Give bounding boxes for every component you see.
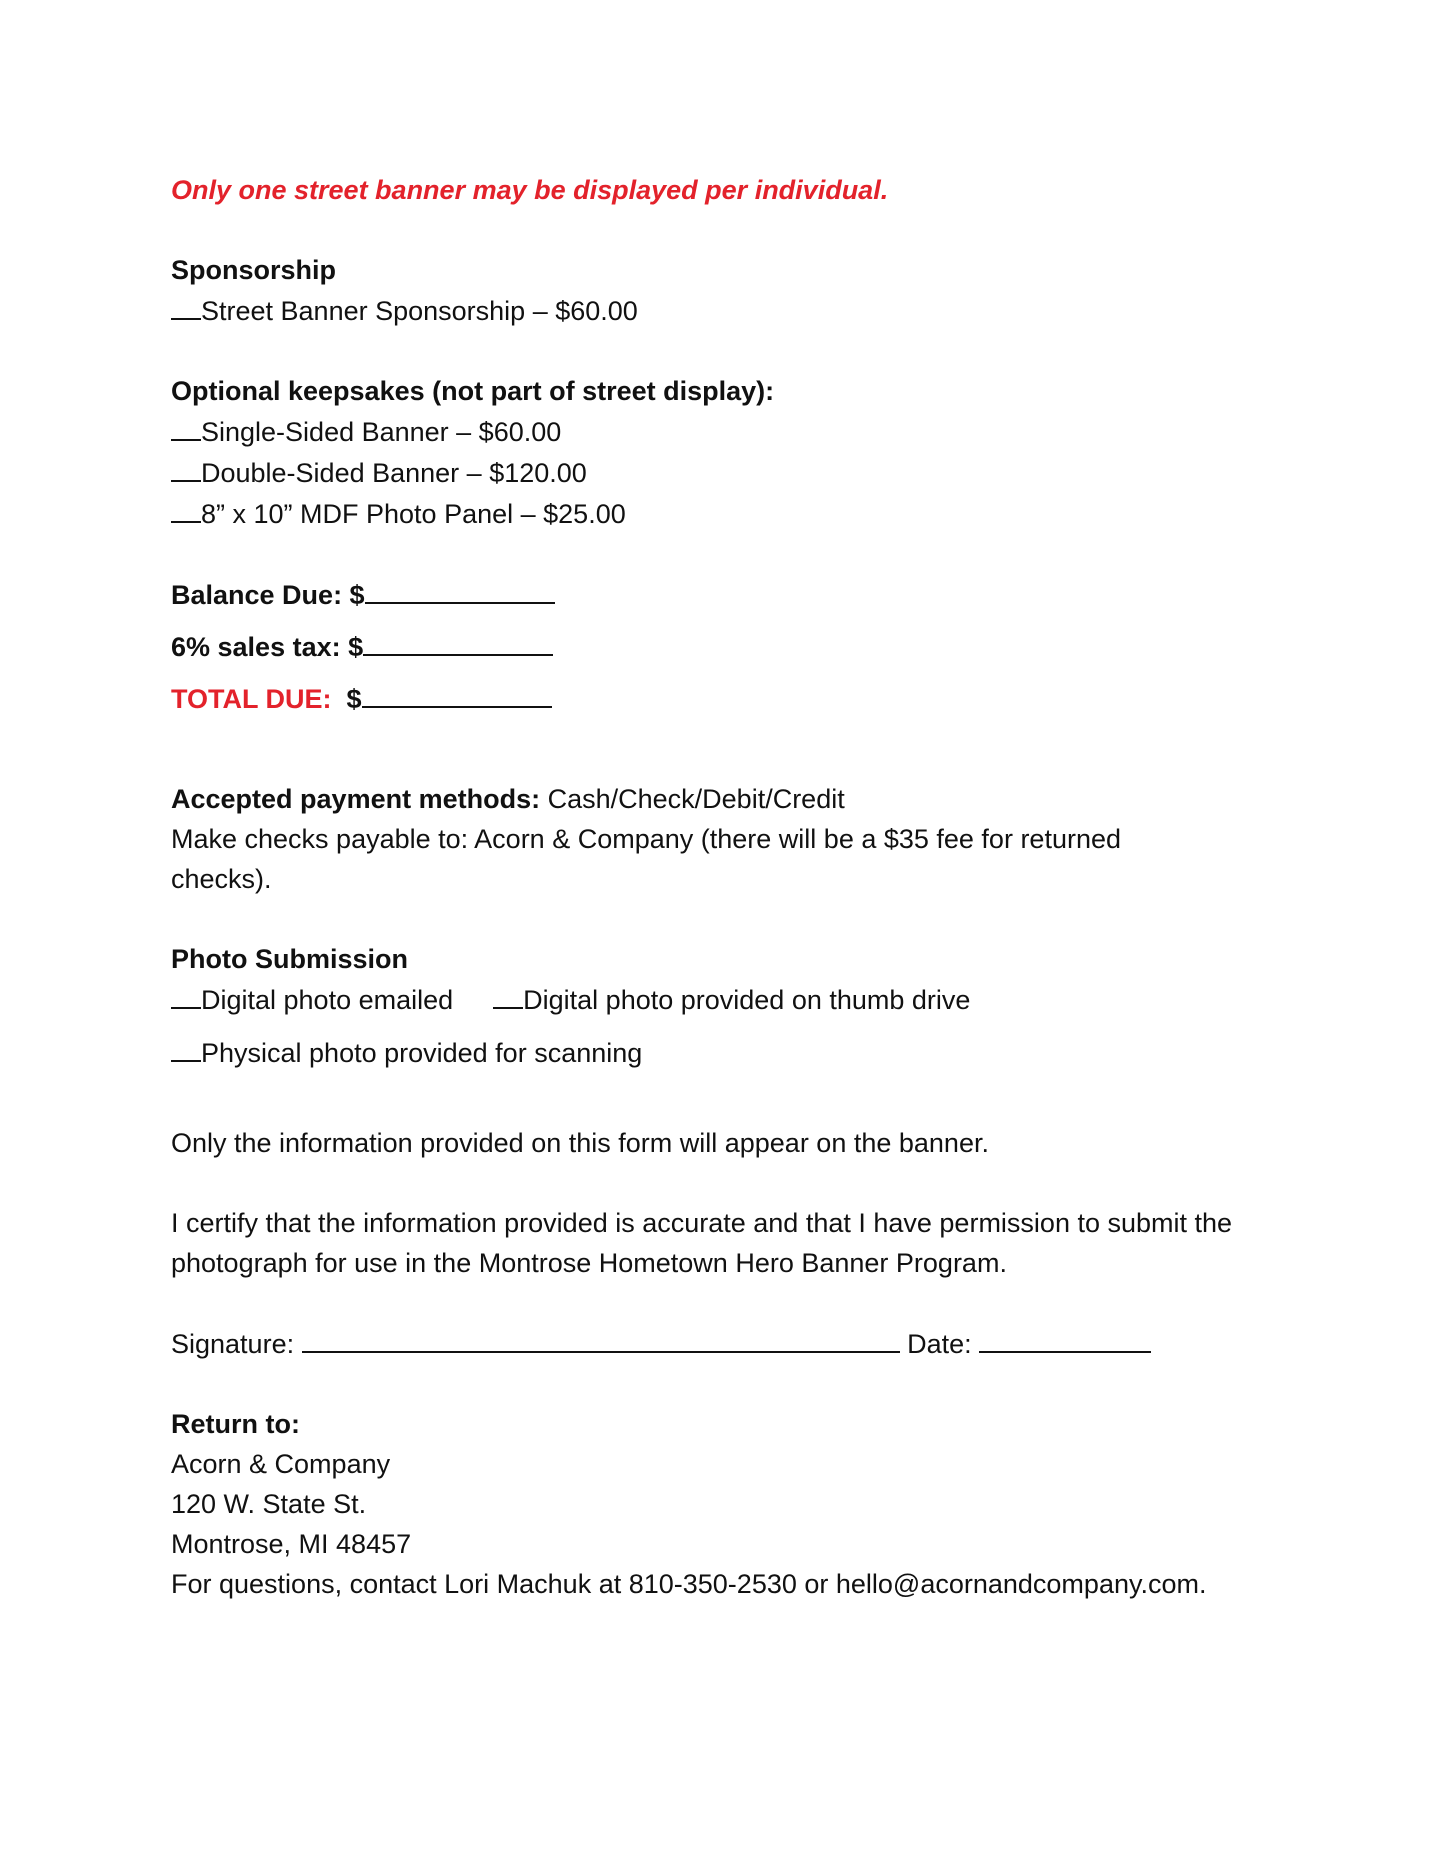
street-banner-option[interactable]: [171, 290, 1291, 331]
sales-tax-label: 6% sales tax: $: [171, 632, 364, 662]
payment-methods-row: [171, 779, 1291, 819]
sales-tax-field[interactable]: [363, 626, 553, 656]
date-field[interactable]: [979, 1323, 1151, 1353]
photo-thumb-drive-checkbox[interactable]: [493, 979, 523, 1009]
double-sided-option[interactable]: [171, 452, 1291, 493]
photo-emailed-label: Digital photo emailed: [201, 985, 454, 1015]
photo-physical-option[interactable]: [171, 1032, 1291, 1073]
balance-due-label: Balance Due: $: [171, 580, 365, 610]
sponsorship-section: [171, 250, 1291, 331]
photo-physical-label: Physical photo provided for scanning: [201, 1038, 643, 1068]
certification-section: [171, 1203, 1291, 1283]
photo-thumb-drive-option[interactable]: [493, 985, 970, 1015]
sponsorship-heading: Sponsorship: [171, 255, 337, 285]
street-banner-label: Street Banner Sponsorship – $60.00: [201, 296, 638, 326]
total-due-label: TOTAL DUE:: [171, 684, 332, 714]
checks-payable-note: Make checks payable to: Acorn & Company (there will be a $35 fee for returned checks).: [171, 824, 1122, 894]
signature-row: [171, 1323, 1291, 1364]
total-due-currency: $: [346, 684, 362, 714]
return-city: Montrose, MI 48457: [171, 1529, 412, 1559]
payment-methods-value: Cash/Check/Debit/Credit: [547, 784, 845, 814]
totals-section: [171, 574, 1291, 719]
balance-due-row: [171, 574, 1291, 615]
photo-submission-section: [171, 939, 1291, 1073]
double-sided-checkbox[interactable]: [171, 452, 201, 482]
balance-due-field[interactable]: [365, 574, 555, 604]
order-form: [171, 170, 1291, 1604]
signature-field[interactable]: [302, 1323, 900, 1353]
photo-panel-checkbox[interactable]: [171, 493, 201, 523]
photo-panel-label: 8” x 10” MDF Photo Panel – $25.00: [201, 499, 626, 529]
sales-tax-row: [171, 626, 1291, 667]
photo-submission-heading: Photo Submission: [171, 944, 409, 974]
photo-emailed-checkbox[interactable]: [171, 979, 201, 1009]
photo-panel-option[interactable]: [171, 493, 1291, 534]
date-label: Date:: [907, 1329, 972, 1359]
return-company: Acorn & Company: [171, 1449, 391, 1479]
return-to-heading: Return to:: [171, 1409, 300, 1439]
signature-section: [171, 1323, 1291, 1364]
single-sided-checkbox[interactable]: [171, 411, 201, 441]
one-banner-notice: Only one street banner may be displayed per individual.: [171, 175, 889, 205]
payment-methods-label: Accepted payment methods:: [171, 784, 541, 814]
photo-thumb-drive-label: Digital photo provided on thumb drive: [523, 985, 971, 1015]
keepsakes-section: [171, 371, 1291, 534]
info-note-section: [171, 1123, 1291, 1163]
street-banner-checkbox[interactable]: [171, 290, 201, 320]
keepsakes-heading: Optional keepsakes (not part of street display):: [171, 376, 775, 406]
info-note: Only the information provided on this form will appear on the banner.: [171, 1128, 989, 1158]
return-contact: For questions, contact Lori Machuk at 810-350-2530 or hello@acornandcompany.com.: [171, 1569, 1207, 1599]
double-sided-label: Double-Sided Banner – $120.00: [201, 458, 587, 488]
certification-text: I certify that the information provided is accurate and that I have permission to submit the photograph for use in the Montrose Hometown Hero Banner Program.: [171, 1208, 1233, 1278]
total-due-row: [171, 678, 1291, 719]
photo-emailed-option[interactable]: [171, 985, 453, 1015]
photo-physical-checkbox[interactable]: [171, 1032, 201, 1062]
single-sided-label: Single-Sided Banner – $60.00: [201, 417, 562, 447]
return-street: 120 W. State St.: [171, 1489, 367, 1519]
single-sided-option[interactable]: [171, 411, 1291, 452]
return-to-section: [171, 1404, 1291, 1604]
photo-options-row: [171, 979, 1291, 1020]
signature-label: Signature:: [171, 1329, 295, 1359]
total-due-field[interactable]: [362, 678, 552, 708]
payment-section: [171, 779, 1291, 899]
